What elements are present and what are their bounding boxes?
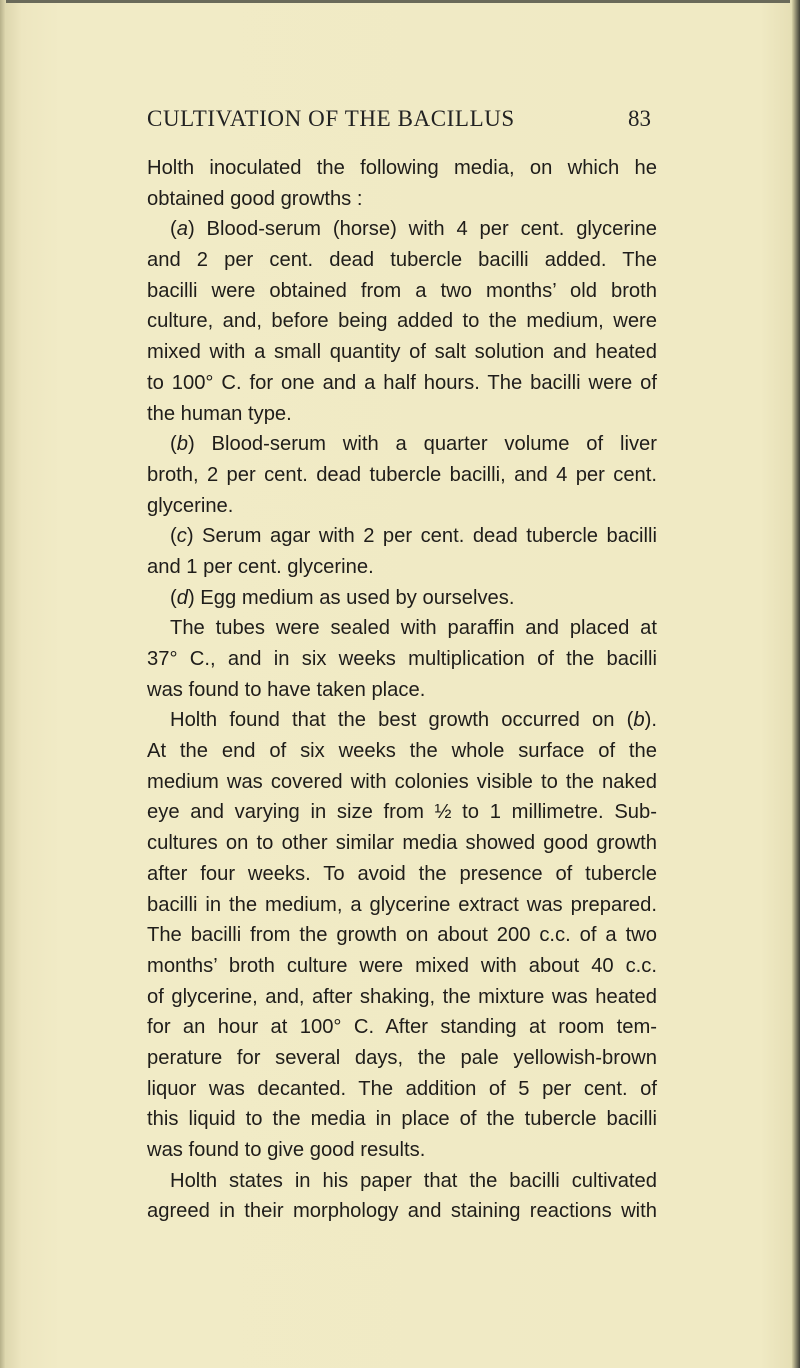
text-line: of glycerine, and, after shaking, the mixture was heated [147, 985, 657, 1008]
text-line: was found to give good results. [147, 1139, 426, 1161]
text-line: months’ broth culture were mixed with about 40 c.c. [147, 954, 657, 977]
text-line: and 1 per cent. glycerine. [147, 555, 374, 578]
text-line: after four weeks. To avoid the presence of tubercle [147, 862, 657, 885]
text-line: At the end of six weeks the whole surface of the [147, 740, 657, 763]
text-line: obtained good growths : [147, 187, 363, 210]
text-line: (a) Blood-serum (horse) with 4 per cent. glycerine [170, 218, 657, 241]
text-line: Holth found that the best growth occurred on (b). [170, 709, 657, 732]
text-line: 37° C., and in six weeks multiplication of the bacilli [147, 648, 657, 670]
text-line: (d) Egg medium as used by ourselves. [170, 586, 515, 609]
text-line: and 2 per cent. dead tubercle bacilli added. The [147, 249, 657, 272]
text-line: eye and varying in size from ½ to 1 millimetre. Sub- [147, 801, 657, 824]
text-line: bacilli in the medium, a glycerine extract was prepared. [147, 893, 657, 916]
text-line: glycerine. [147, 494, 234, 517]
text-line: was found to have taken place. [147, 678, 426, 701]
page-gutter-shadow [0, 0, 6, 1368]
text-line: The tubes were sealed with paraffin and placed at [170, 617, 657, 640]
text-line: the human type. [147, 402, 292, 425]
text-line: Holth states in his paper that the bacilli cultivated [170, 1169, 657, 1192]
text-line: mixed with a small quantity of salt solution and heated [147, 341, 657, 364]
text-line: to 100° C. for one and a half hours. The bacilli were of [147, 371, 657, 394]
page-edge-shadow [792, 0, 800, 1368]
text-line: The bacilli from the growth on about 200 c.c. of a two [147, 924, 657, 947]
text-line: this liquid to the media in place of the tubercle bacilli [147, 1108, 657, 1131]
text-line: Holth inoculated the following media, on which he [147, 157, 657, 179]
page-number: 83 [628, 106, 651, 131]
text-line: (c) Serum agar with 2 per cent. dead tubercle bacilli [170, 525, 657, 548]
text-line: agreed in their morphology and staining reactions with [147, 1200, 657, 1223]
text-line: cultures on to other similar media showed good growth [147, 832, 657, 855]
text-line: culture, and, before being added to the medium, were [147, 310, 657, 333]
text-line: broth, 2 per cent. dead tubercle bacilli, and 4 per cent. [147, 463, 657, 486]
text-line: for an hour at 100° C. After standing at room tem- [147, 1016, 657, 1039]
text-line: liquor was decanted. The addition of 5 per cent. of [147, 1077, 657, 1100]
text-line: medium was covered with colonies visible to the naked [147, 770, 657, 793]
top-border [0, 0, 790, 3]
running-title: CULTIVATION OF THE BACILLUS [147, 106, 515, 131]
text-line: (b) Blood-serum with a quarter volume of liver [170, 433, 657, 456]
text-line: perature for several days, the pale yellowish-brown [147, 1046, 657, 1069]
page-header [0, 106, 800, 146]
text-line: bacilli were obtained from a two months’ old broth [147, 279, 657, 302]
body-text [147, 153, 657, 1227]
